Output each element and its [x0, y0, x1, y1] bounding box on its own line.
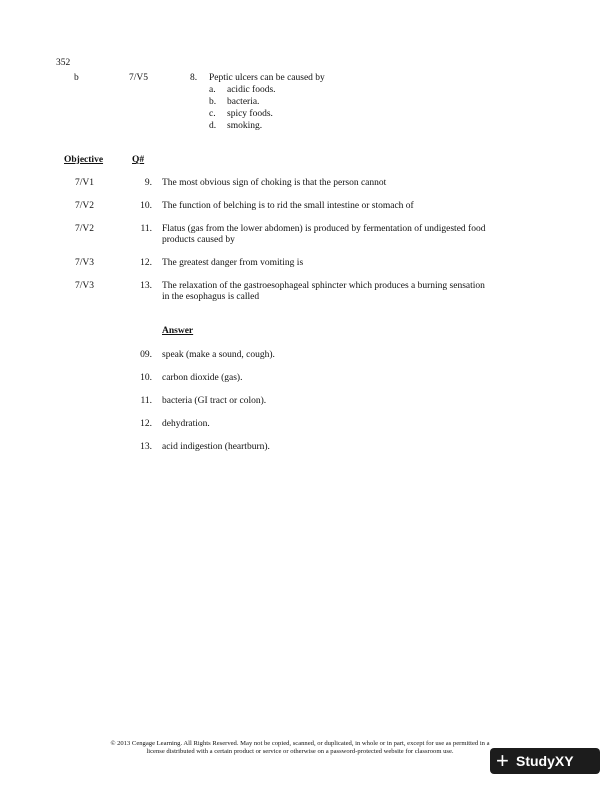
question-text: Flatus (gas from the lower abdomen) is produced by fermentation of undigested food [162, 224, 486, 234]
question-objective: 7/V3 [75, 281, 94, 291]
q8-option-text: smoking. [227, 121, 263, 131]
question-number-header: Q# [132, 155, 145, 165]
q8-stem: Peptic ulcers can be caused by [209, 73, 325, 83]
question-number: 13. [140, 281, 152, 291]
question-number: 9. [144, 178, 152, 188]
answer-text: carbon dioxide (gas). [162, 373, 243, 383]
question-number: 10. [140, 201, 152, 211]
q8-option-letter: d. [209, 121, 217, 131]
page-number: 352 [56, 58, 71, 68]
answer-number: 11. [140, 396, 152, 406]
q8-option-letter: a. [209, 85, 216, 95]
copyright-line-1: © 2013 Cengage Learning. All Rights Reserved. May not be copied, scanned, or duplicated, in whole or in part, except for use as permitted in a [110, 740, 490, 747]
q8-option-text: spicy foods. [227, 109, 273, 119]
q8-option-text: acidic foods. [227, 85, 276, 95]
answer-header: Answer [162, 326, 194, 336]
question-objective: 7/V2 [75, 224, 94, 234]
q8-option-letter: b. [209, 97, 217, 107]
q8-option-letter: c. [209, 109, 216, 119]
answer-number: 09. [140, 350, 152, 360]
question-number: 11. [140, 224, 152, 234]
plus-icon: + [496, 748, 509, 773]
question-objective: 7/V1 [75, 178, 94, 188]
q8-number: 8. [190, 73, 198, 83]
q8-answer: b [74, 73, 79, 83]
logo-wordmark: StudyXY [516, 753, 574, 769]
answer-text: acid indigestion (heartburn). [162, 442, 270, 452]
answer-text: bacteria (GI tract or colon). [162, 396, 267, 406]
answer-text: speak (make a sound, cough). [162, 350, 275, 360]
question-number: 12. [140, 258, 152, 268]
answer-number: 12. [140, 419, 152, 429]
question-text: The relaxation of the gastroesophageal sphincter which produces a burning sensation [162, 281, 485, 291]
question-text: products caused by [162, 235, 235, 245]
q8-objective: 7/V5 [129, 73, 148, 83]
question-text: The greatest danger from vomiting is [162, 258, 304, 268]
copyright-line-2: license distributed with a certain product or service or otherwise on a password-protected website for classroom use. [146, 748, 454, 755]
objective-header: Objective [64, 155, 104, 165]
question-text: The most obvious sign of choking is that the person cannot [162, 178, 387, 188]
question-objective: 7/V3 [75, 258, 94, 268]
question-text: in the esophagus is called [162, 292, 260, 302]
question-objective: 7/V2 [75, 201, 94, 211]
answer-number: 13. [140, 442, 152, 452]
question-text: The function of belching is to rid the small intestine or stomach of [162, 201, 414, 211]
q8-option-text: bacteria. [227, 97, 260, 107]
answer-number: 10. [140, 373, 152, 383]
studyxy-logo [490, 748, 600, 774]
answer-text: dehydration. [162, 419, 210, 429]
